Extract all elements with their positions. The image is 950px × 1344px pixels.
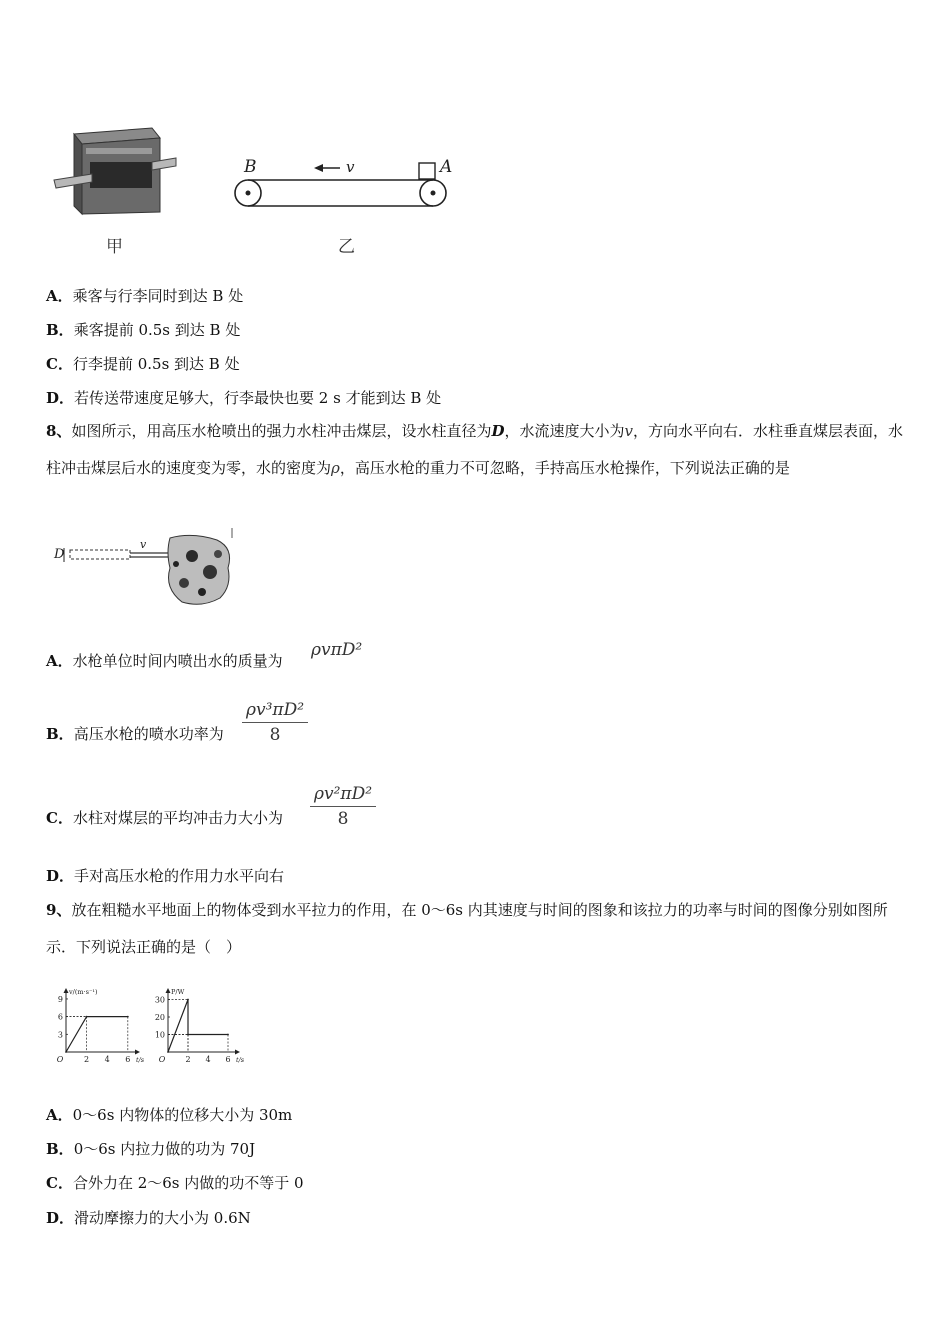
q8-option-b: B．高压水枪的喷水功率为 bbox=[46, 725, 224, 743]
pt-point-0 bbox=[167, 1051, 169, 1053]
q8-option-a: A．水枪单位时间内喷出水的质量为 bbox=[46, 652, 283, 670]
q8-fraction-c bbox=[310, 784, 376, 829]
q9-stem: 9、放在粗糙水平地面上的物体受到水平拉力的作用，在 0～6s 内其速度与时间的图象和该拉力的功率与时间的图像分别如图所示．下列说法正确的是（ ） bbox=[46, 901, 888, 956]
vt-y-tick-0: 3 bbox=[57, 1030, 63, 1040]
pt-y-tick-0: 10 bbox=[154, 1030, 165, 1040]
q9-option-a: A．0～6s 内物体的位移大小为 30m bbox=[46, 1106, 293, 1124]
q8-fraction-b bbox=[242, 700, 308, 745]
figure-caption-yi: 乙 bbox=[338, 237, 355, 257]
conveyor-belt-diagram bbox=[228, 150, 458, 220]
q9-option-d: D．滑动摩擦力的大小为 0.6N bbox=[46, 1209, 251, 1227]
q8-fraction-c-denominator: 8 bbox=[337, 809, 349, 829]
q7-option-a: A．乘客与行李同时到达 B 处 bbox=[46, 287, 244, 305]
label-b: B bbox=[244, 157, 257, 177]
q7-option-d: D．若传送带速度足够大，行李最快也要 2 s 才能到达 B 处 bbox=[46, 389, 442, 407]
pt-x-tick-0: O bbox=[158, 1055, 166, 1064]
pt-y-arrow bbox=[166, 988, 171, 993]
vt-point-0 bbox=[65, 1051, 67, 1053]
water-jet-illustration bbox=[52, 528, 237, 612]
q8-option-c: C．水柱对煤层的平均冲击力大小为 bbox=[46, 809, 283, 827]
vt-point-2 bbox=[127, 1016, 129, 1018]
label-v: v bbox=[346, 158, 355, 176]
q9-option-b: B．0～6s 内拉力做的功为 70J bbox=[46, 1140, 256, 1158]
q7-option-c: C．行李提前 0.5s 到达 B 处 bbox=[46, 355, 240, 373]
q9-option-c: C．合外力在 2～6s 内做的功不等于 0 bbox=[46, 1174, 304, 1192]
q8-stem: 8、如图所示，用高压水枪喷出的强力水柱冲击煤层，设水柱直径为D，水流速度大小为v，方向水平向右．水柱垂直煤层表面，水柱冲击煤层后水的速度变为零，水的密度为ρ，高压水枪的重力不可忽略，手持高压水枪操作，下列说法正确的是 bbox=[46, 422, 903, 477]
vt-x-tick-2: 4 bbox=[104, 1055, 110, 1064]
vt-series-line bbox=[66, 1017, 128, 1052]
label-a: A bbox=[440, 157, 453, 177]
vt-x-tick-1: 2 bbox=[84, 1055, 90, 1064]
conveyor-figure bbox=[228, 150, 458, 220]
vt-y-tick-2: 9 bbox=[57, 994, 63, 1004]
pt-y-tick-1: 20 bbox=[154, 1013, 165, 1022]
pt-x-tick-2: 4 bbox=[205, 1055, 211, 1064]
pt-point-1 bbox=[187, 999, 189, 1001]
pt-x-arrow bbox=[235, 1050, 240, 1055]
vt-y-label: v/(m·s⁻¹) bbox=[69, 988, 98, 996]
vt-y-tick-1: 6 bbox=[57, 1012, 63, 1022]
q8-fraction-c-numerator: ρv²πD² bbox=[310, 784, 376, 807]
power-time-chart bbox=[150, 982, 262, 1068]
q8-fraction-b-denominator: 8 bbox=[269, 725, 281, 745]
pt-x-tick-1: 2 bbox=[185, 1055, 191, 1064]
label-jet-v: v bbox=[140, 538, 147, 551]
vt-y-arrow bbox=[64, 988, 69, 993]
water-jet-figure bbox=[52, 528, 237, 612]
vt-x-tick-0: O bbox=[56, 1055, 64, 1064]
q8-option-d: D．手对高压水枪的作用力水平向右 bbox=[46, 867, 285, 885]
vt-x-arrow bbox=[135, 1050, 140, 1055]
q8-fraction-b-numerator: ρv³πD² bbox=[242, 700, 308, 723]
pt-series-line bbox=[168, 1000, 228, 1053]
q8-formula-a: ρvπD² bbox=[311, 640, 363, 660]
vt-x-tick-3: 6 bbox=[125, 1055, 131, 1064]
scanner-figure bbox=[52, 122, 182, 222]
pt-y-label: P/W bbox=[171, 988, 185, 996]
figure-caption-jia: 甲 bbox=[106, 237, 123, 257]
pt-x-tick-3: 6 bbox=[225, 1055, 231, 1064]
pt-y-tick-2: 30 bbox=[154, 995, 165, 1005]
vt-x-label: t/s bbox=[136, 1056, 145, 1064]
velocity-time-chart bbox=[52, 982, 152, 1068]
pt-x-label: t/s bbox=[236, 1056, 245, 1064]
q7-option-b: B．乘客提前 0.5s 到达 B 处 bbox=[46, 321, 241, 339]
label-d: D bbox=[54, 547, 65, 562]
scanner-illustration bbox=[52, 122, 182, 222]
pt-point-3 bbox=[227, 1034, 229, 1036]
